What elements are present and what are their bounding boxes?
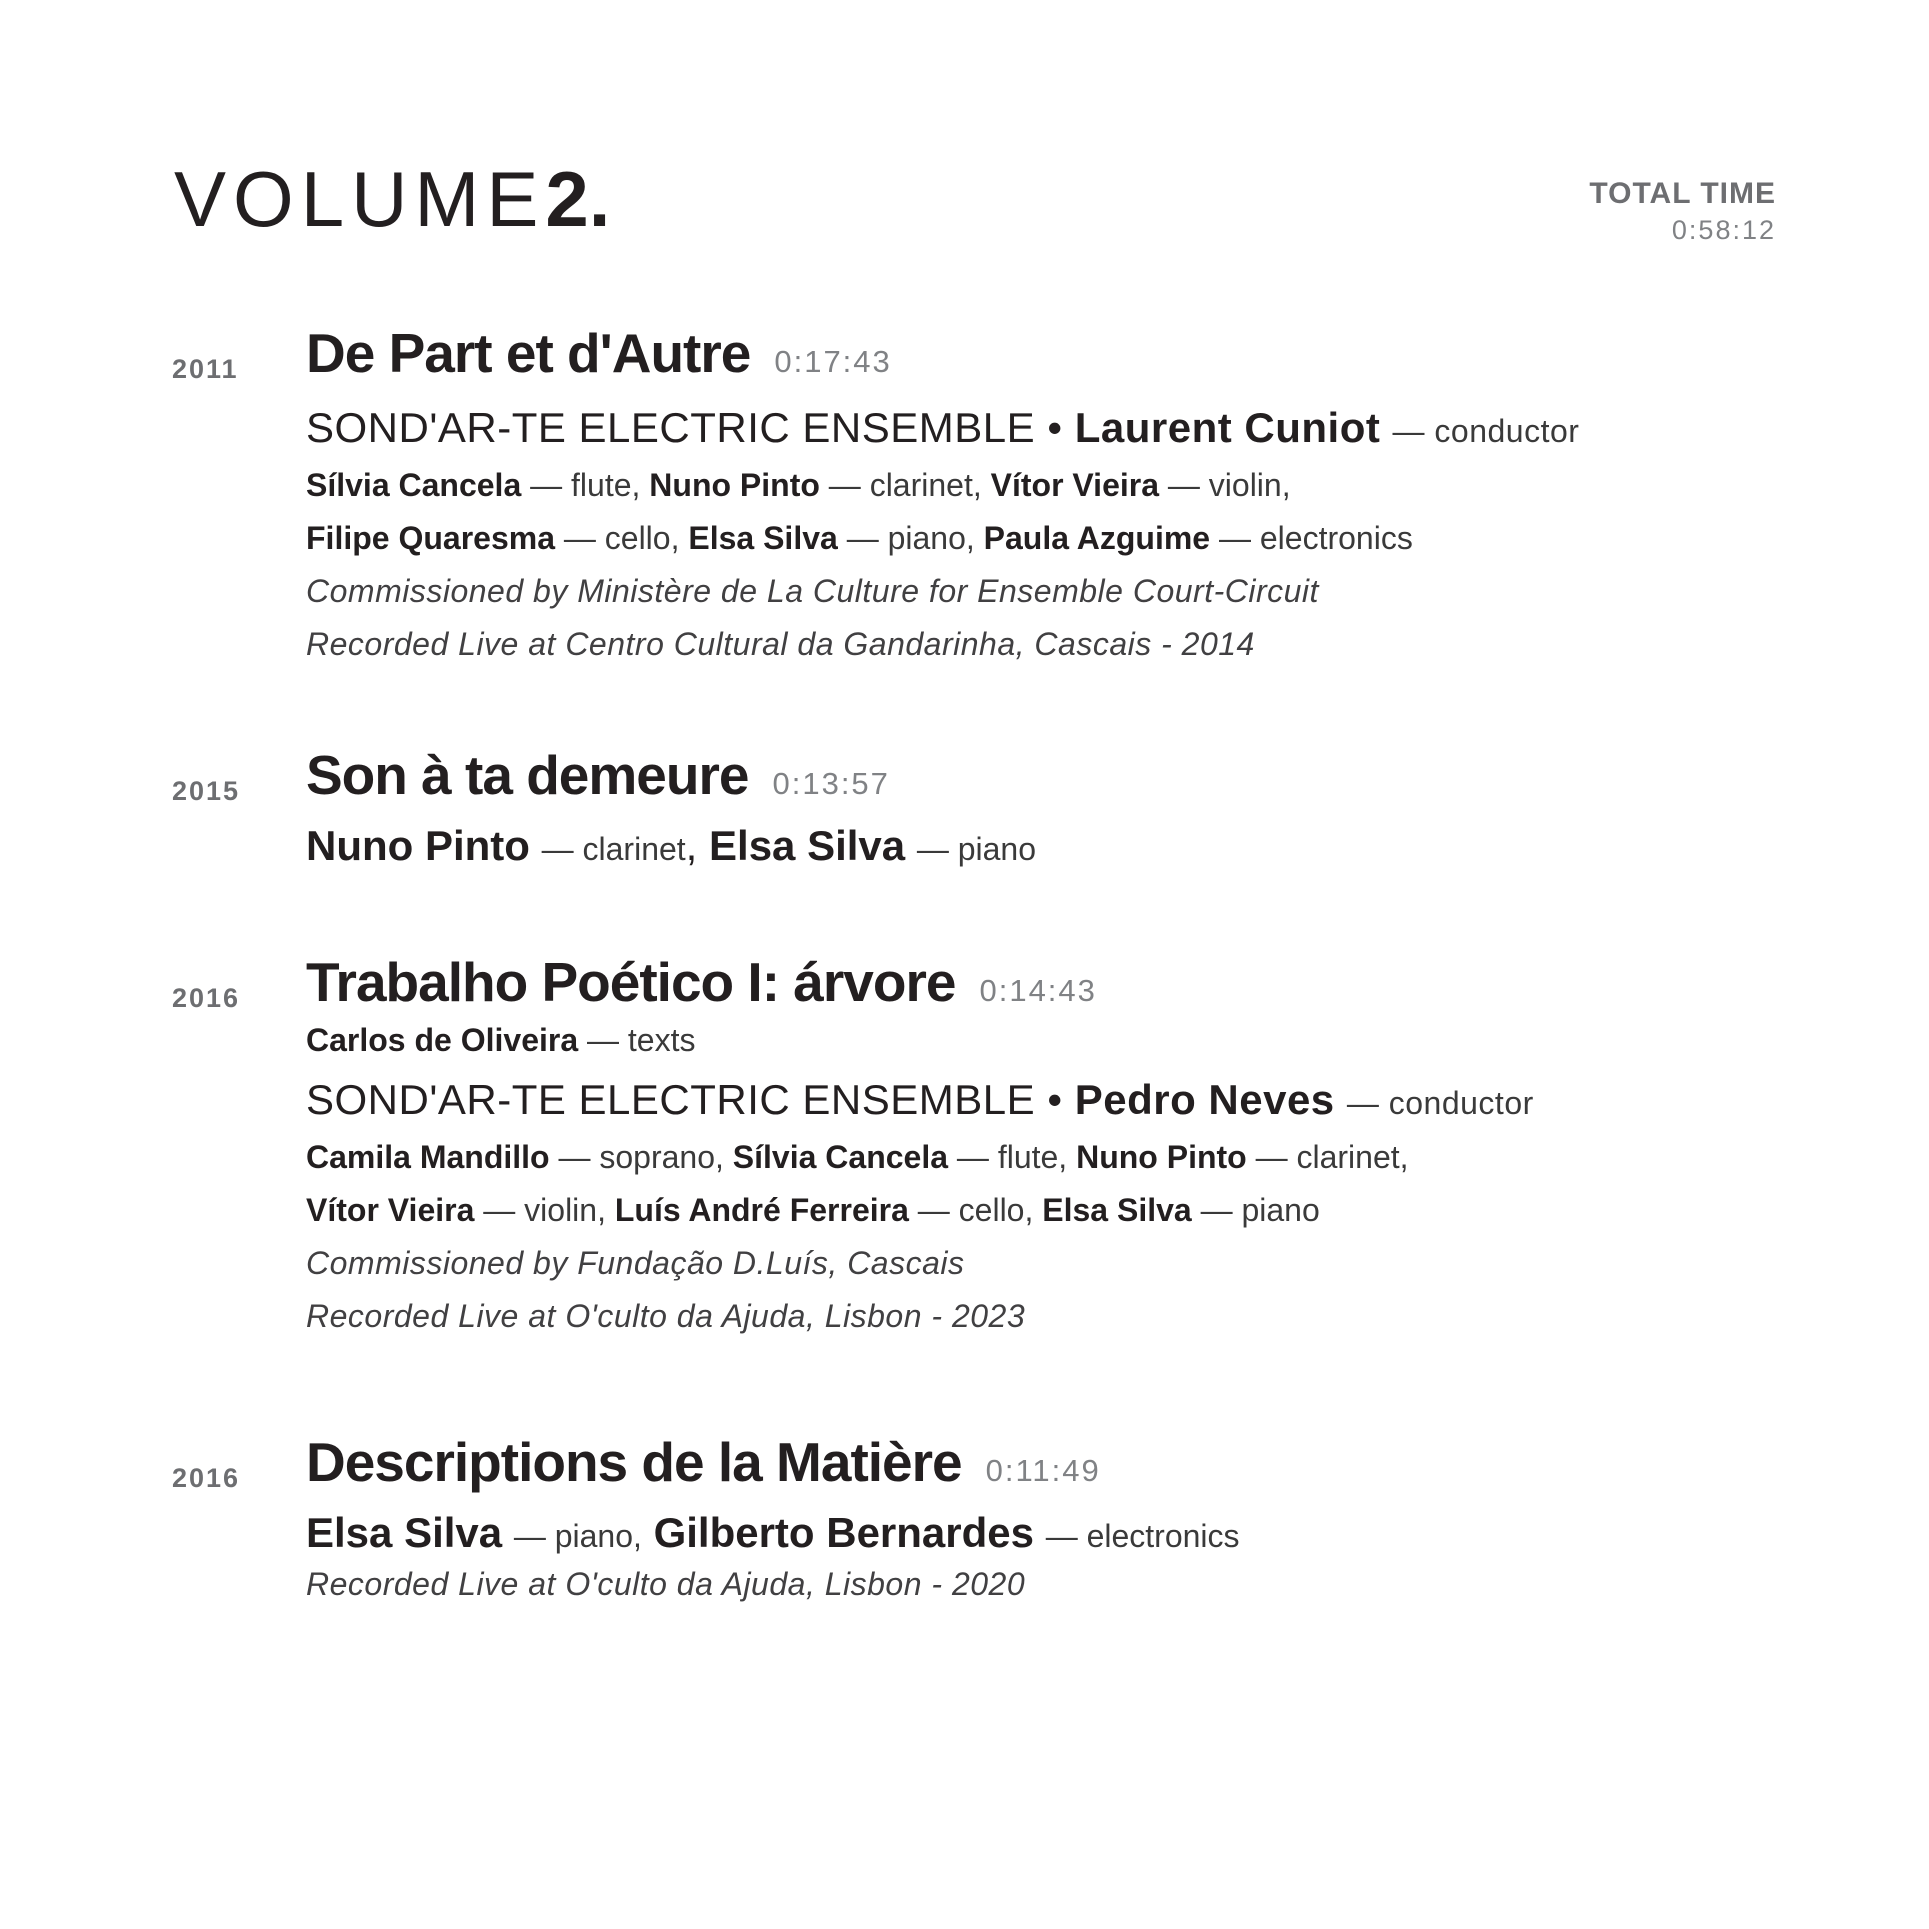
total-time-block — [1589, 176, 1776, 250]
performers-line: Elsa Silva — piano, Gilberto Bernardes — electronics — [306, 1509, 1240, 1556]
work-title-text: De Part et d'Autre — [306, 322, 751, 384]
performer-name: Filipe Quaresma — [306, 520, 555, 557]
performer-name: Nuno Pinto — [649, 467, 820, 504]
work-title-text: Son à ta demeure — [306, 744, 749, 806]
performer-name: Elsa Silva — [688, 520, 838, 557]
work-year: 2016 — [172, 1463, 241, 1493]
ensemble-name: SOND'AR-TE ELECTRIC ENSEMBLE — [306, 404, 1036, 451]
performer-role: cello — [604, 520, 671, 557]
performer-name: Vítor Vieira — [990, 467, 1159, 504]
performer-name: Elsa Silva — [709, 822, 906, 869]
performer-role: piano — [554, 1518, 633, 1554]
performer-role: clarinet — [1296, 1139, 1400, 1176]
ensemble-line: SOND'AR-TE ELECTRIC ENSEMBLE • Pedro Neves — conductor — [306, 1076, 1534, 1123]
commission-note: Commissioned by Fundação D.Luís, Cascais — [306, 1245, 965, 1282]
work-duration: 0:13:57 — [772, 766, 890, 801]
performer-role: piano — [887, 520, 966, 557]
texts-line: Carlos de Oliveira — texts — [306, 1022, 696, 1058]
performer-role: electronics — [1086, 1518, 1240, 1554]
performers-line: Nuno Pinto — clarinet, Elsa Silva — piano — [306, 822, 1037, 869]
author-name: Carlos de Oliveira — [306, 1022, 579, 1058]
performer-name: Nuno Pinto — [306, 822, 530, 869]
work-title — [306, 744, 1806, 806]
performer-role: violin — [1208, 467, 1282, 504]
conductor-role: conductor — [1388, 1085, 1534, 1121]
performers-line-2: Filipe Quaresma — cello, Elsa Silva — piano, Paula Azguime — electronics — [306, 520, 1413, 557]
performer-role: piano — [957, 831, 1037, 867]
performer-role: flute — [571, 467, 632, 504]
performer-name: Luís André Ferreira — [614, 1192, 909, 1229]
work-title-text: Descriptions de la Matière — [306, 1431, 962, 1493]
total-time-value: 0:58:12 — [1671, 215, 1776, 245]
performers-line-2: Vítor Vieira — violin, Luís André Ferreira — cello, Elsa Silva — piano — [306, 1192, 1320, 1229]
volume-word: VOLUME — [174, 155, 546, 243]
author-role: texts — [627, 1022, 696, 1058]
ensemble-line: SOND'AR-TE ELECTRIC ENSEMBLE • Laurent Cuniot — conductor — [306, 404, 1580, 451]
performer-name: Elsa Silva — [306, 1509, 503, 1556]
performer-role: violin — [524, 1192, 598, 1229]
work-title-text: Trabalho Poético I: árvore — [306, 951, 956, 1013]
recording-note: Recorded Live at Centro Cultural da Gandarinha, Cascais - 2014 — [306, 626, 1255, 663]
performer-role: soprano — [599, 1139, 716, 1176]
work-title — [306, 951, 1806, 1013]
performer-name: Elsa Silva — [1042, 1192, 1192, 1229]
work-year: 2016 — [172, 983, 241, 1013]
work-title — [306, 1431, 1806, 1493]
conductor-name: Pedro Neves — [1074, 1076, 1335, 1123]
work-title — [306, 322, 1806, 384]
performer-role: clarinet — [582, 831, 686, 867]
ensemble-name: SOND'AR-TE ELECTRIC ENSEMBLE — [306, 1076, 1036, 1123]
work-duration: 0:17:43 — [774, 344, 892, 379]
volume-number: 2. — [545, 155, 611, 243]
recording-note: Recorded Live at O'culto da Ajuda, Lisbon - 2020 — [306, 1566, 1026, 1603]
performer-role: flute — [997, 1139, 1059, 1176]
conductor-name: Laurent Cuniot — [1074, 404, 1381, 451]
conductor-role: conductor — [1434, 413, 1580, 449]
work-duration: 0:11:49 — [985, 1453, 1101, 1488]
recording-note: Recorded Live at O'culto da Ajuda, Lisbon - 2023 — [306, 1298, 1026, 1335]
performers-line-1: Sílvia Cancela — flute, Nuno Pinto — clarinet, Vítor Vieira — violin, — [306, 467, 1291, 504]
performer-role: cello — [958, 1192, 1025, 1229]
work-year: 2011 — [172, 354, 239, 384]
work-duration: 0:14:43 — [979, 973, 1097, 1008]
performer-role: piano — [1241, 1192, 1320, 1229]
performer-name: Camila Mandillo — [306, 1139, 550, 1176]
commission-note: Commissioned by Ministère de La Culture for Ensemble Court-Circuit — [306, 573, 1319, 610]
total-time-label: TOTAL TIME — [1589, 177, 1776, 210]
performer-name: Sílvia Cancela — [306, 467, 522, 504]
work-year: 2015 — [172, 776, 241, 806]
performers-line-1: Camila Mandillo — soprano, Sílvia Cancela — flute, Nuno Pinto — clarinet, — [306, 1139, 1409, 1176]
volume-title — [174, 155, 611, 243]
performer-role: clarinet — [869, 467, 973, 504]
performer-name: Vítor Vieira — [306, 1192, 475, 1229]
performer-role: electronics — [1259, 520, 1413, 557]
performer-name: Paula Azguime — [983, 520, 1211, 557]
performer-name: Nuno Pinto — [1076, 1139, 1247, 1176]
performer-name: Sílvia Cancela — [732, 1139, 949, 1176]
performer-name: Gilberto Bernardes — [653, 1509, 1035, 1556]
